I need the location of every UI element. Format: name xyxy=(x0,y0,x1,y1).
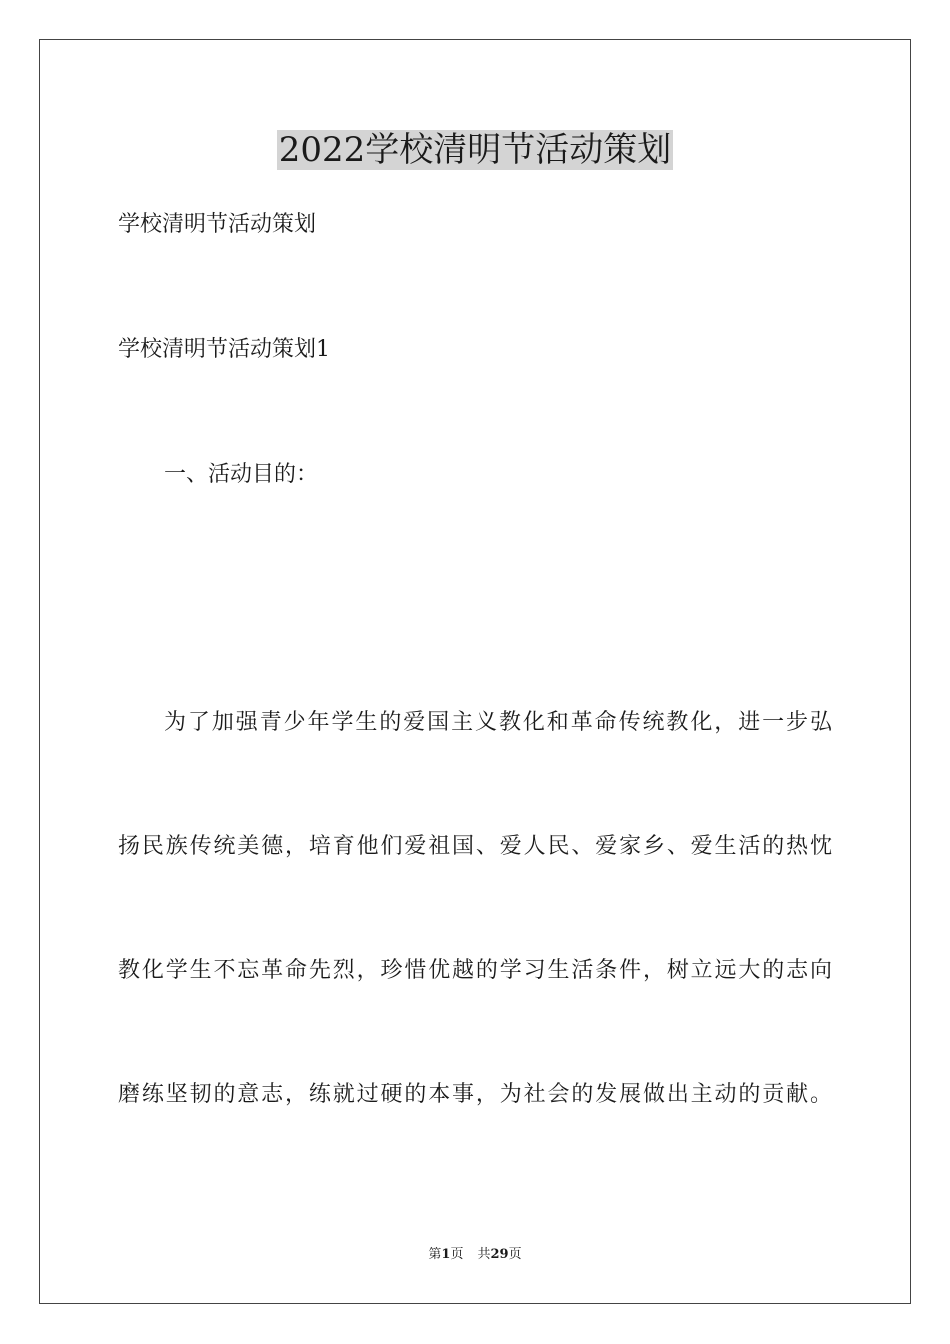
section-title: 学校清明节活动策划1 xyxy=(118,337,330,362)
document-title-text: 2022学校清明节活动策划 xyxy=(278,130,672,170)
document-subtitle: 学校清明节活动策划 xyxy=(118,212,317,237)
footer-total-suffix: 页 xyxy=(508,1247,522,1262)
footer-page-suffix: 页 xyxy=(450,1247,464,1262)
footer-page-total: 29 xyxy=(490,1247,509,1262)
paragraph-line-4: 磨练坚韧的意志，练就过硬的本事，为社会的发展做出主动的贡献。 xyxy=(118,1082,832,1107)
paragraph-line-1: 为了加强青少年学生的爱国主义教化和革命传统教化，进一步弘 xyxy=(164,710,832,735)
heading-activity-purpose: 一、活动目的： xyxy=(164,462,319,487)
document-title xyxy=(0,126,950,174)
page-footer xyxy=(0,1246,950,1264)
paragraph-line-3: 教化学生不忘革命先烈，珍惜优越的学习生活条件，树立远大的志向 xyxy=(118,958,832,983)
footer-page-prefix: 第 xyxy=(428,1247,442,1262)
paragraph-line-2: 扬民族传统美德，培育他们爱祖国、爱人民、爱家乡、爱生活的热忱 xyxy=(118,834,832,859)
footer-total-prefix: 共 xyxy=(477,1247,491,1262)
footer-page-current: 1 xyxy=(441,1247,451,1262)
